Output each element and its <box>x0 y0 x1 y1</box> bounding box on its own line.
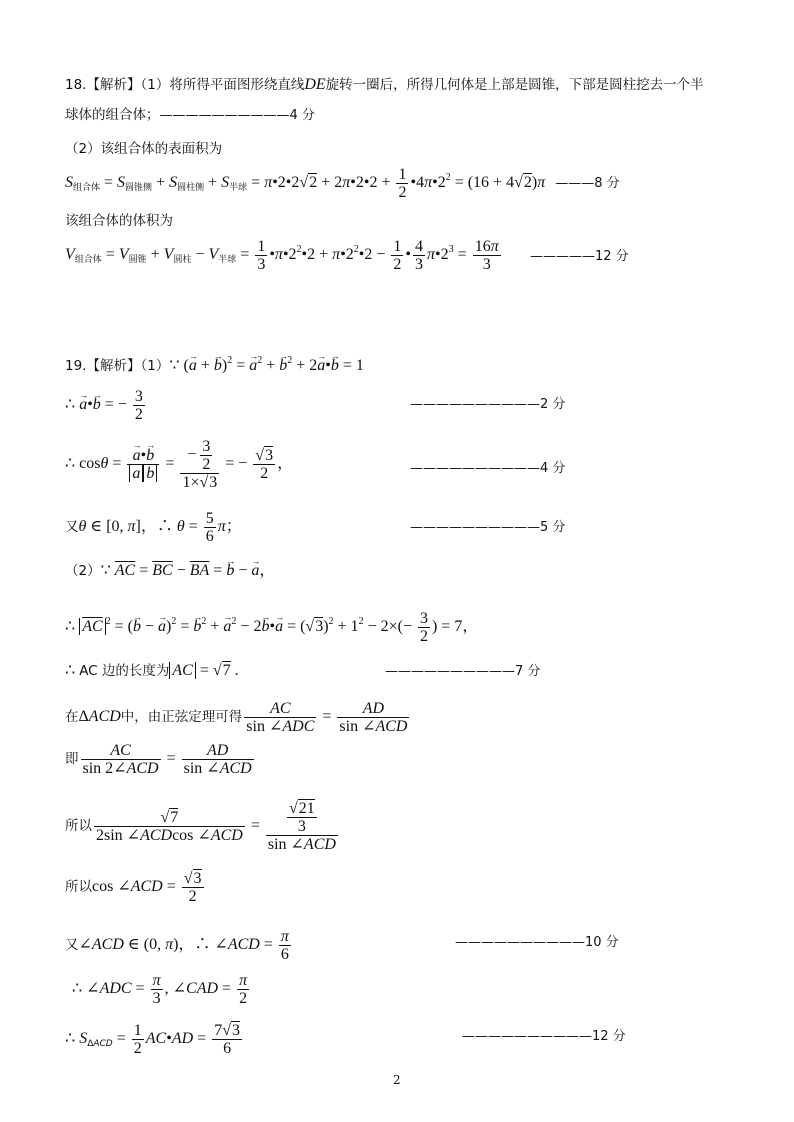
s-sub-cone: 圆锥侧 <box>125 183 153 194</box>
v-sub-cone: 圆锥 <box>128 255 147 266</box>
q19-l10-pre: 所以 <box>65 818 92 835</box>
q19-score6: ——————————12 分 <box>462 1029 626 1044</box>
q18-p1-de: DE <box>304 76 326 93</box>
q19-l4-pre: 又 <box>65 519 79 536</box>
q18-p2: （2）该组合体的表面积为 <box>65 141 223 157</box>
q19-line7: ∴ AC 边的长度为 AC = √7 . <box>65 662 239 679</box>
q19-line6: ∴ $\overline{AC}$ $^2$ = (→ b − → a)$^2$ = → $b^2$ + → $a^2 - 2\to$ b•→ $a = (√3)^2 + 1^2 - 2\times(-$ $\frac{3}{2}$ ) = 7， <box>65 610 478 645</box>
q19-l8-mid: 中，由正弦定理可得 <box>120 709 243 726</box>
q19-header: 19.【解析】 <box>65 358 141 374</box>
q18-volume-formula: $V_{组合体} = V_{圆锥} + V_{圆柱} - V_{半球}$ = $\frac{1}{3}$ $•\pi•2^2•2$ + $\pi•2^2•2$ − $\frac{1}{2}$ • $\frac{4}{3}$ $\pi•2^3$ = $\frac{16\pi}{3}$ <box>65 238 499 273</box>
q18-score1: ——————————4 分 <box>159 108 315 123</box>
s-sub-cyl: 圆柱侧 <box>177 183 205 194</box>
q19-score2: ——————————4 分 <box>410 461 566 476</box>
q18-p1-text: （1）将所得平面图形绕直线 <box>140 77 305 93</box>
q19-l11-pre: 所以 <box>65 879 92 896</box>
v-sub-cyl: 圆柱 <box>173 255 192 266</box>
q19-score1: ——————————2 分 <box>410 397 566 412</box>
v-sub-total: 组合体 <box>74 255 102 266</box>
s-sub-hemi: 半球 <box>229 183 248 194</box>
q19-l12-pre: 又 <box>65 937 79 954</box>
q19-line11: 所以cos ∠ACD = $\frac{√3}{2}$ <box>65 870 202 905</box>
q18-score2: ———8 分 <box>555 176 620 192</box>
q19-line9: 即 $\frac{AC}{\text{sin 2∠ACD}}$ = $\frac{AD}{\text{sin ∠ACD}}$ <box>65 742 252 777</box>
q18-line2 <box>65 106 315 125</box>
q19-line14: ∴ $S_{\Delta ACD}$ = $\frac{1}{2}$ AC•AD = $\frac{7√3}{6}$ <box>65 1022 240 1057</box>
q19-l8-pre: 在 <box>65 709 79 726</box>
q19-line12: 又∠ACD ∈ (0, π)，∴ ∠ACD = $\frac{\pi}{6}$ <box>65 928 289 963</box>
q19-line4: 又θ ∈ [0, π]，∴ θ = $\frac{5}{6}$ π； <box>65 510 242 545</box>
q18-line1 <box>65 76 704 94</box>
q18-surface-formula: $S_{组合体} = S_{圆锥侧} + S_{圆柱侧} + S_{半球}$ = π•2•2√2 + 2π•2•2 + $\frac{1}{2}$ $•4\pi•2^2 = (16 + 4√2)\pi$ ———8 分 <box>65 166 620 201</box>
q19-l7-pre: AC 边的长度为 <box>79 663 170 679</box>
q19-score4: ——————————7 分 <box>385 664 541 679</box>
q18-p3: 该组合体的体积为 <box>65 213 173 229</box>
q19-line5: （2）∵ $\overline{AC} = \overline{BC} - \overline{BA}$ = → b − → a， <box>65 562 275 580</box>
q19-score5: ——————————10 分 <box>455 935 619 950</box>
q19-line10: 所以 $\frac{√7}{\text{2sin ∠ACDcos ∠ACD}}$ = $\frac{\frac{√21}{3}}{\text{sin ∠ACD}}$ <box>65 800 336 853</box>
q19-l9-pre: 即 <box>65 751 79 768</box>
q18-p1-line2: 球体的组合体； <box>65 107 160 123</box>
q19-line2: ∴ → a•→ b = − $\frac{3}{2}$ <box>65 388 147 423</box>
q18-header: 18.【解析】 <box>65 77 141 93</box>
q19-line13: ∴ ∠ADC = $\frac{\pi}{3}$ , ∠CAD = $\frac{\pi}{2}$ <box>72 972 248 1007</box>
q18-p1-rest: 旋转一圈后，所得几何体是上部是圆锥，下部是圆柱挖去一个半 <box>325 77 704 93</box>
q19-line8: 在ΔACD中，由正弦定理可得 $\frac{AC}{\text{sin ∠ADC}}$ = $\frac{AD}{\text{sin ∠ACD}}$ <box>65 700 408 735</box>
page-number: 2 <box>393 1073 401 1087</box>
q18-score3: —————12 分 <box>530 249 629 264</box>
q19-part2: （2） <box>65 563 101 579</box>
s-sub-total: 组合体 <box>73 183 101 194</box>
q19-line1: 19.【解析】（1）∵ (→ a + → b)$^2$ = → $a^2$ + → $b^2 + 2\to$ a•→ b = 1 <box>65 352 364 375</box>
v-sub-hemi: 半球 <box>218 255 237 266</box>
q19-score3: ——————————5 分 <box>410 520 566 535</box>
q19-line3: ∴ cosθ = → $\frac{a•\to b}{\text{a b}}$ = − $\frac{3}{2}$ 1×√3 = − $\frac{√3}{2}$ ， <box>65 438 293 491</box>
q19-part1: （1） <box>140 358 170 374</box>
